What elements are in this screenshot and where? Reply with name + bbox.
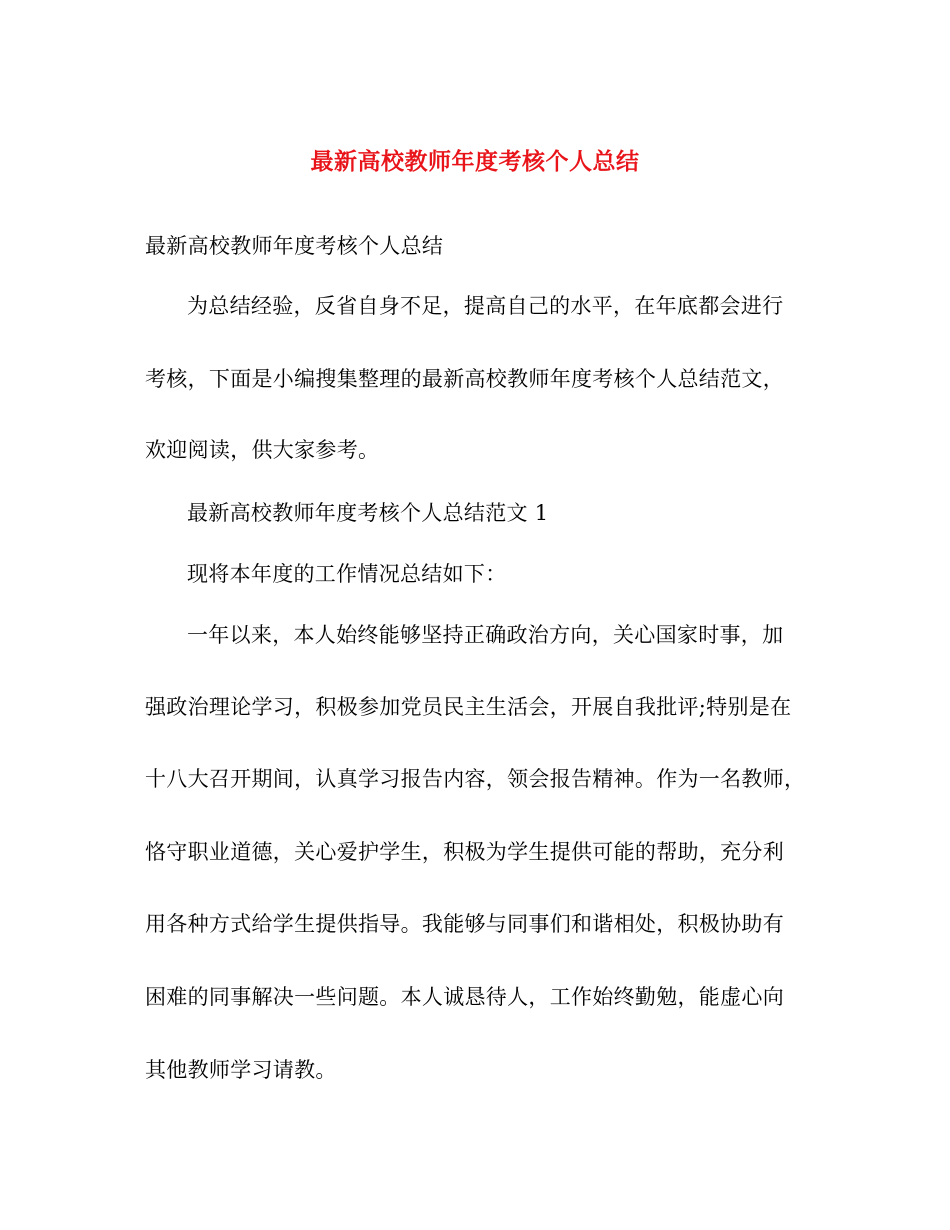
paragraph-line: 其他教师学习请教。 xyxy=(145,1058,337,1082)
paragraph-line: 为总结经验，反省自身不足，提高自己的水平，在年底都会进行 xyxy=(187,294,784,318)
document-subtitle: 最新高校教师年度考核个人总结 xyxy=(145,234,444,258)
paragraph-line: 考核，下面是小编搜集整理的最新高校教师年度考核个人总结范文， xyxy=(145,367,784,391)
paragraph-line: 欢迎阅读，供大家参考。 xyxy=(145,438,380,462)
paragraph-line: 用各种方式给学生提供指导。我能够与同事们和谐相处，积极协助有 xyxy=(145,912,784,936)
section-intro: 现将本年度的工作情况总结如下： xyxy=(187,562,507,586)
section-heading: 最新高校教师年度考核个人总结范文 1 xyxy=(187,501,549,525)
paragraph-line: 困难的同事解决一些问题。本人诚恳待人，工作始终勤勉，能虚心向 xyxy=(145,985,784,1009)
paragraph-line: 强政治理论学习，积极参加党员民主生活会，开展自我批评;特别是在 xyxy=(145,695,792,719)
document-title: 最新高校教师年度考核个人总结 xyxy=(310,148,640,175)
paragraph-line: 一年以来，本人始终能够坚持正确政治方向，关心国家时事，加 xyxy=(187,623,784,647)
paragraph-line: 恪守职业道德，关心爱护学生，积极为学生提供可能的帮助，充分利 xyxy=(145,840,784,864)
paragraph-line: 十八大召开期间，认真学习报告内容，领会报告精神。作为一名教师， xyxy=(145,767,806,791)
